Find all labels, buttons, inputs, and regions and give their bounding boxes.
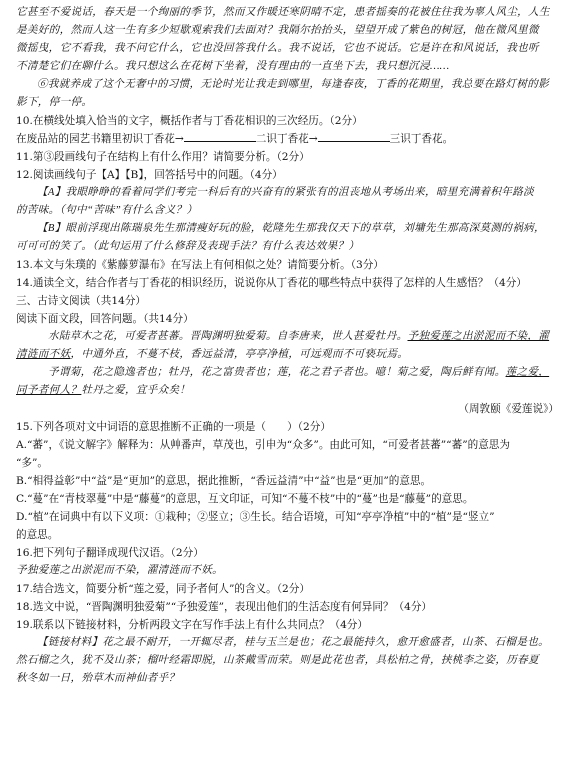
fill-part-1: 在废品站的园艺书籍里初识丁香花→ [16,133,184,145]
question-16-sentence: 予独爱莲之出淤泥而不染，濯清涟而不妖。 [16,565,223,576]
question-13: 13.本文与朱璞的《紫藤萝瀑布》在写法上有何相似之处？请简要分析。（3分） [16,259,384,271]
classical-text-line [16,364,563,382]
option-d-cont: 的意思。 [16,529,59,541]
question-15: 15.下列各项对文中词语的意思推断不正确的一项是（ ）（2分） [16,421,331,433]
link-material-line: 秋冬如一日，殆草木而神仙者乎？ [16,673,180,684]
question-19: 19.联系以下链接材料，分析两段文字在写作手法上有什么共同点？（4分） [16,619,368,631]
question-12-a-cont: 的苦味。（句中“苦味”有什么含义？） [16,205,198,216]
question-16: 16.把下列句子翻译成现代汉语。（2分） [16,547,204,559]
question-12-b: 【B】眼前浮现出陈瑞泉先生那清瘦好玩的脸，乾隆先生那我仅天下的草草，刘墉先生那高深莫测的祸病， [37,223,545,234]
question-11: 11.第③段画线句子在结构上有什么作用？请简要分析。（2分） [16,151,310,163]
fill-part-2: 二识丁香花→ [255,133,318,145]
question-10: 10.在横线处填入恰当的文字，概括作者与丁香花相识的三次经历。（2分） [16,115,363,127]
classical-text-line [16,328,563,346]
question-10-fill [16,130,563,148]
option-a: A.“蕃”，《说文解字》解释为：从艸番声，草茂也，引申为“众多”。由此可知，“可爱者甚蕃”“蕃”的意思为 [16,439,510,451]
option-c: C.“蔓”在“青枝翠蔓”中是“藤蔓”的意思，互文印证，可知“不蔓不枝”中的“蔓”也是“藤蔓”的意思。 [16,493,474,505]
question-18: 18.选文中说，“晋陶渊明独爱菊”“予独爱莲”，表现出他们的生活态度有何异同？（4分） [16,601,433,613]
link-material-line: 然石榴之久，犹不及山茶；榴叶经霜即脱，山茶戴雪而荣。则是此花也者，具松柏之骨，挟桃李之姿，历春夏 [16,655,539,666]
text-span: ，中通外直，不蔓不枝，香远益清，亭亭净植，可远观而不可亵玩焉。 [70,349,409,360]
link-material-line: 【链接材料】花之最不耐开，一开辄尽者，桂与玉兰是也；花之最能持久，愈开愈盛者，山茶、石榴是也。 [37,637,550,648]
passage-line: 微摇曳，它不看我，我不问它什么，它也没回答我什么。我不说话，它也不说话。它是许在和风说话，我也听 [16,43,539,54]
text-span: 牡丹之爱，宜乎众矣！ [81,385,191,396]
section-3-intro: 阅读下面文段，回答问题。（共14分） [16,313,194,325]
text-span: 水陆草木之花，可爱者甚蕃。晋陶渊明独爱菊。自李唐来，世人甚爱牡丹。 [48,331,408,342]
passage-line: 是美好的，然而人这一生有多少短歇观索我们去面对？我隔尔抬抬头，望望开成了紫色的树冠，他在微风里微 [16,25,539,36]
classical-text-line [16,382,563,400]
question-14: 14.通读全文，结合作者与丁香花的相识经历，说说你从丁香花的哪些特点中获得了怎样的人生感悟？（4分） [16,277,527,289]
question-12-a: 【A】我眼睁睁的看着同学们考完一科后有的兴奋有的紧张有的沮丧地从考场出来，暗里充满着积年路淡 [37,187,534,198]
option-d: D.“植”在词典中有以下义项：①栽种；②竖立；③生长。结合语境，可知“亭亭净植”中的“植”是“竖立” [16,511,495,523]
passage-line: 它甚至不爱说话，春天是一个绚丽的季节，然而又作暖还寒阴晴不定，患者摇奏的花被住往我为辜人风尘，人生 [16,7,550,18]
underlined-sentence: 清涟而不妖 [16,349,71,360]
section-3-heading: 三、古诗文阅读（共14分） [16,295,147,307]
underlined-sentence: 同予者何人？ [16,385,82,396]
question-17: 17.结合选文，简要分析“莲之爱，同予者何人”的含义。（2分） [16,583,310,595]
text-span: 予谓菊，花之隐逸者也；牡丹，花之富贵者也；莲，花之君子者也。噫！菊之爱，陶后鲜有闻。 [48,367,506,378]
question-12-b-cont: 可可可的笑了。（此句运用了什么修辞及表现手法？有什么表达效果？） [16,241,360,252]
passage-paragraph-6: ⑥我就养成了这个无奢中的习惯，无论时光让我走到哪里，每逢春夜，丁香的花期里，我总要在路灯树的影 [37,79,550,90]
fill-part-3: 三识丁香花。 [389,133,454,145]
underlined-sentence: 予独爱莲之出淤泥而不染，濯 [407,331,550,342]
answer-blank-2[interactable] [318,131,390,142]
passage-line: 影下，停一停。 [16,97,93,108]
answer-blank-1[interactable] [184,131,256,142]
passage-line: 不清楚它们在聊什么。我只想这么在花树下坐着，没有理由的一直坐下去，我只想沉浸…… [16,61,450,72]
option-a-cont: “多”。 [16,457,49,469]
question-12: 12.阅读画线句子【A】【B】，回答括号中的问题。（4分） [16,169,283,181]
classical-text-line [16,346,563,364]
option-b: B.“相得益彰”中“益”是“更加”的意思，据此推断，“香远益清”中“益”也是“更加”的意思。 [16,475,432,487]
source-attribution: （周敦颐《爱莲说》） [458,403,559,415]
underlined-sentence: 莲之爱， [505,367,550,378]
